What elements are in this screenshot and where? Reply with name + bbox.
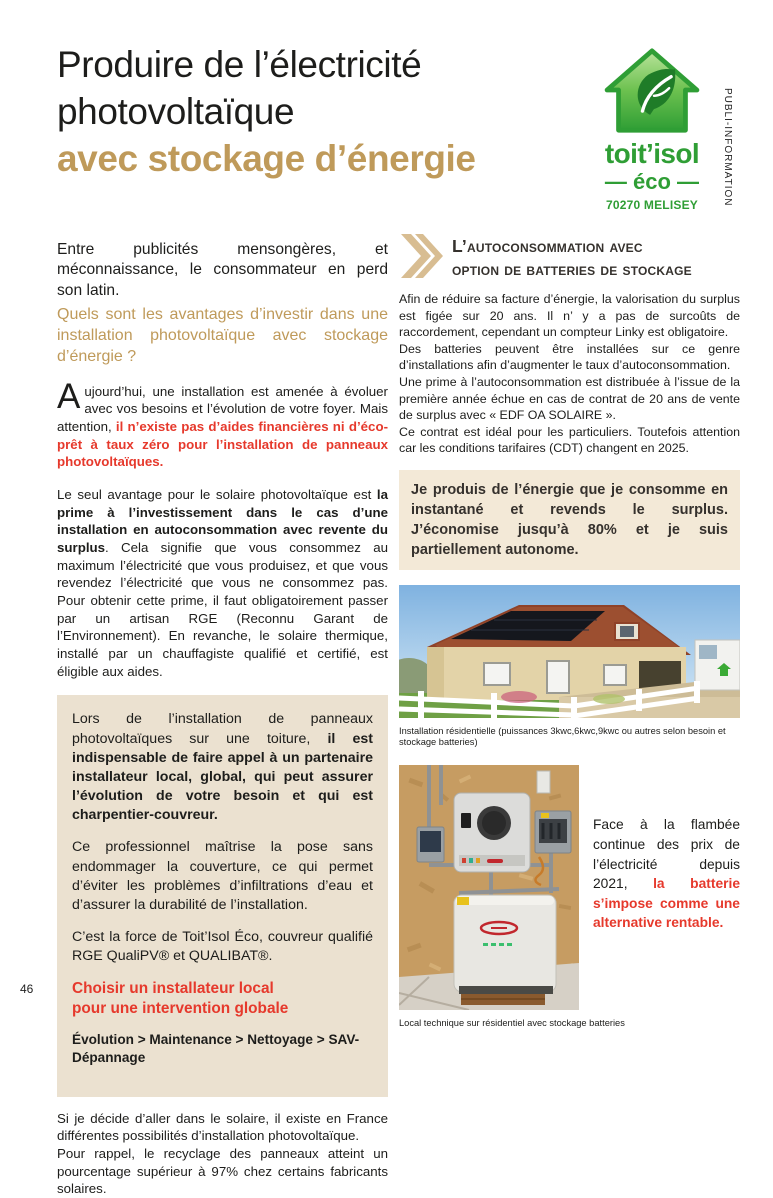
rc-paragraph-2: Des batteries peuvent être installées sur ce genre d’installations afin d’augmenter le taux d’autoconsommation. xyxy=(399,341,740,373)
advantage-rest: . Cela signifie que vous consommez au maximum l’électricité que vous produisez, et que vous revendez l’électricité que vous ne consommez pas. Pour obtenir cette prime, il faut obligatoirement passer par un artisan RGE (Reconnu Garant de l’Environnement). En revanche, le solaire thermique, installé par un chauffagiste qualifié et certifié, est éligible aux aides. xyxy=(57,539,388,679)
autoconsommation-body xyxy=(399,291,740,457)
section-heading-text xyxy=(452,233,692,281)
installer-p3: C’est la force de Toit’Isol Éco, couvreur qualifié RGE QualiPV® et QUALIBAT®. xyxy=(72,929,373,965)
rc-paragraph-3: Une prime à l’autoconsommation est distribuée à l’issue de la première année échue en cas de contrat de 20 ans de vente de surplus avec « EDF OA SOLAIRE ». xyxy=(399,375,740,423)
installer-p2: Ce professionnel maîtrise la pose sans endommager la couverture, ce qui permet d’éviter les problèmes d’infiltrations d’eau et d’assurer la durabilité de l’installation. xyxy=(72,839,373,913)
advantage-bold: la prime à l’investissement dans le cas d’une installation en autoconsommation avec revente du surplus xyxy=(57,486,388,555)
rc-paragraph-1: Afin de réduire sa facture d’énergie, la valorisation du surplus est figée sur 20 ans. Il n’ y a pas de surcoûts de raccordement, cependant un compteur Linky est obligatoire. xyxy=(399,292,740,340)
page-number: 46 xyxy=(20,982,34,996)
technical-room-battery-photo xyxy=(399,765,579,1015)
intro-question-gold: Quels sont les avantages d’investir dans une installation photovoltaïque avec stockage d’énergie ? xyxy=(57,305,388,366)
page-title xyxy=(57,42,587,183)
services-list: Évolution > Maintenance > Nettoyage > SAV- Dépannage xyxy=(72,1031,360,1066)
publi-information-label: PUBLI-INFORMATION xyxy=(722,88,733,207)
logo-subtitle: — éco — xyxy=(604,169,700,194)
page-title-line1: Produire de l’électricité xyxy=(57,44,422,85)
installer-p1 xyxy=(72,710,373,825)
logo-city: 70270 MELISEY xyxy=(606,198,698,212)
green-house-leaf-icon xyxy=(604,121,700,138)
left-column xyxy=(57,240,388,1198)
testimonial-quote-box: Je produis de l’énergie que je consomme en instantané et revends le surplus. J’économise jusqu’à 80% et je suis partiellement autonome. xyxy=(399,470,740,570)
battery-text-start: Face à la flambée continue des prix de l’électricité depuis 2021, xyxy=(593,817,740,892)
right-column xyxy=(399,233,740,1030)
battery-text-red: la batterie s’impose comme une alternative rentable. xyxy=(593,876,740,931)
no-aid-warning-red: il n’existe pas d’aides financières ni d’éco-prêt à taux zéro pour l’installation de panneaux photovoltaïques. xyxy=(57,418,388,470)
page-title-gold-line: avec stockage d’énergie xyxy=(57,137,476,179)
double-chevron-icon xyxy=(399,233,443,284)
installer-red-title-line2: pour une intervention globale xyxy=(72,999,289,1017)
section-heading-line1: L’autoconsommation avec xyxy=(452,236,643,256)
closing-paragraph-2: Pour rappel, le recyclage des panneaux atteint un pourcentage supérieur à 97% chez certains fabricants solaires. xyxy=(57,1145,388,1197)
battery-paragraph xyxy=(593,765,740,1015)
installer-p1-bold: il est indispensable de faire appel à un partenaire installateur local, global, qui peut assurer l’évolution de votre besoin et qui est charpentier-couvreur. xyxy=(72,730,373,824)
residential-solar-house-photo xyxy=(399,585,740,723)
advantage-start: Le seul avantage pour le solaire photovoltaïque est xyxy=(57,486,377,502)
installer-highlight-box xyxy=(57,695,388,1096)
installer-p1-start: Lors de l’installation de panneaux photovoltaïques sur une toiture, xyxy=(72,711,373,747)
evolution-text: ujourd’hui, une installation est amenée à évoluer avec vos besoins et l’évolution de votre foyer. Mais attention, xyxy=(57,383,388,434)
page-title-line2: photovoltaïque xyxy=(57,90,295,132)
photo1-caption: Installation résidentielle (puissances 3kwc,6kwc,9kwc ou autres selon besoin et stockage batteries) xyxy=(399,726,726,748)
drop-cap: A xyxy=(57,376,81,416)
intro-paragraph: Entre publicités mensongères, et méconnaissance, le consommateur en perd son latin. xyxy=(57,241,388,299)
closing-paragraph-1: Si je décide d’aller dans le solaire, il existe en France différentes possibilités d’installation photovoltaïque. xyxy=(57,1110,388,1144)
installer-red-title xyxy=(72,979,373,1018)
photo2-caption: Local technique sur résidentiel avec stockage batteries xyxy=(399,1018,625,1029)
evolution-paragraph xyxy=(57,376,388,471)
section-heading xyxy=(399,233,740,284)
advantage-paragraph xyxy=(57,486,388,680)
rc-paragraph-4: Ce contrat est idéal pour les particuliers. Toutefois attention car les conditions tarifaires (CDT) changent en 2025. xyxy=(399,424,740,456)
installer-red-title-line1: Choisir un installateur local xyxy=(72,980,274,998)
logo-name: toit’isol xyxy=(604,138,700,169)
section-heading-line2: option de batteries de stockage xyxy=(452,259,692,280)
battery-section xyxy=(399,765,740,1015)
toitisol-logo xyxy=(592,48,712,211)
